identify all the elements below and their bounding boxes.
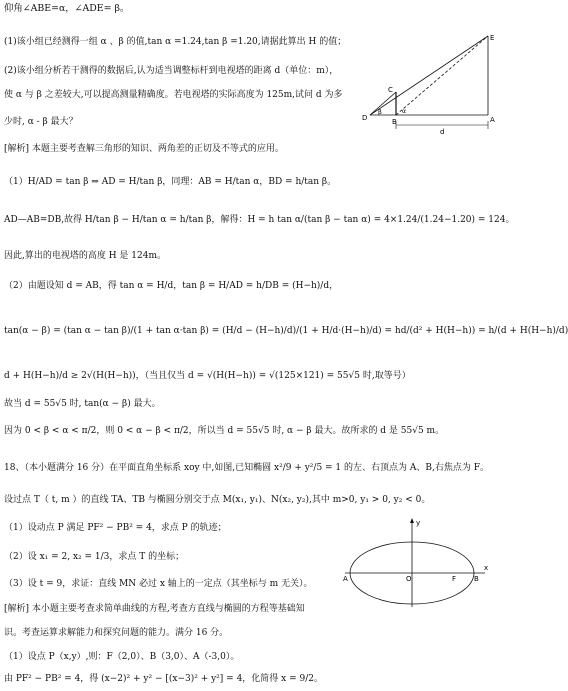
fig2-label-F: F xyxy=(452,575,457,583)
fig1-label-C: C xyxy=(388,86,393,94)
fig1-label-d: d xyxy=(440,128,445,136)
line-4: 少时, α - β 最大？ xyxy=(4,117,78,127)
line-5: [解析] 本题主要考查解三角形的知识、两角差的正切及不等式的应用。 xyxy=(4,144,284,154)
line-3: 使 α 与 β 之差较大,可以提高测量精确度。若电视塔的实际高度为 125m,试问 d 为多 xyxy=(4,90,343,100)
fig1-label-A: A xyxy=(490,116,495,124)
fig2-label-x: x xyxy=(484,564,489,572)
line-15: 设过点 T（ t, m ）的直线 TA、TB 与椭圆分别交于点 M(x₁, y₁)、N(x₂, y₂),其中 m>0, y₁ > 0, y₂ < 0。 xyxy=(4,495,431,505)
line-2: (2)该小组分析若干测得的数据后,认为适当调整标杆到电视塔的距离 d（单位：m）， xyxy=(4,66,339,76)
fig2-label-O: O xyxy=(406,575,412,583)
line-21: （1）设点 P（x,y）,则：F（2,0）、B（3,0）、A（-3,0）。 xyxy=(4,652,240,662)
line-6: （1）H/AD = tan β ⇒ AD = H/tan β，同理：AB = H/tan α，BD = h/tan β。 xyxy=(4,177,337,187)
fig2-label-y: y xyxy=(416,519,421,527)
ellipse-figure xyxy=(340,515,490,610)
line-7: AD—AB=DB,故得 H/tan β − H/tan α = h/tan β，解得：H = h tan α/(tan β − tan α) = 4×1.24/(1.24−1.20) = 124。 xyxy=(4,215,515,225)
line-19: [解析] 本小题主要考查求简单曲线的方程,考查方直线与椭圆的方程等基础知 xyxy=(4,604,305,614)
line-11: d + H(H−h)/d ≥ 2√(H(H−h))，（当且仅当 d = √(H(H−h)) = √(125×121) = 55√5 时,取等号） xyxy=(4,371,411,381)
line-18: （3）设 t = 9，求证：直线 MN 必过 x 轴上的一定点（其坐标与 m 无关）。 xyxy=(4,579,313,589)
fig1-label-D: D xyxy=(362,114,368,122)
line-17: （2）设 x₁ = 2, x₂ = 1/3，求点 T 的坐标； xyxy=(4,552,185,562)
line-22: 由 PF² − PB² = 4，得 (x−2)² + y² − [(x−3)² + y²] = 4，化简得 x = 9/2。 xyxy=(4,674,323,684)
fig2-label-B: B xyxy=(474,575,479,583)
tower-figure xyxy=(360,30,500,140)
line-16: （1）设动点 P 满足 PF² − PB² = 4，求点 P 的轨迹； xyxy=(4,523,227,533)
line-0: 仰角∠ABE=α，∠ADE= β。 xyxy=(4,3,130,14)
fig1-label-E: E xyxy=(490,34,495,42)
line-8: 因此,算出的电视塔的高度 H 是 124m。 xyxy=(4,251,167,261)
line-13: 因为 0 < β < α < π/2，则 0 < α − β < π/2，所以当 d = 55√5 时, α − β 最大。故所求的 d 是 55√5 m。 xyxy=(4,426,445,436)
fig2-label-A: A xyxy=(343,575,348,583)
line-14: 18、（本小题满分 16 分）在平面直角坐标系 xoy 中,如图,已知椭圆 x²/9 + y²/5 = 1 的左、右顶点为 A、B,右焦点为 F。 xyxy=(4,463,489,473)
line-12: 故当 d = 55√5 时, tan(α − β) 最大。 xyxy=(4,399,161,409)
fig1-label-B: B xyxy=(392,118,397,126)
fig1-label-beta: β xyxy=(378,109,382,116)
line-20: 识。考查运算求解能力和探究问题的能力。满分 16 分。 xyxy=(4,628,229,638)
line-9: （2）由题设知 d = AB，得 tan α = H/d，tan β = H/AD = h/DB = (H−h)/d， xyxy=(4,281,339,291)
line-10: tan(α − β) = (tan α − tan β)/(1 + tan α·tan β) = (H/d − (H−h)/d)/(1 + H/d·(H−h)/d) = hd/(d² + H(H−h)) = h/(d + H(H−h)/d) xyxy=(4,326,568,336)
line-1: (1)该小组已经测得一组 α 、β 的值,tan α =1.24,tan β =1.20,请据此算出 H 的值； xyxy=(4,37,347,47)
fig1-label-alpha: α xyxy=(402,108,406,115)
